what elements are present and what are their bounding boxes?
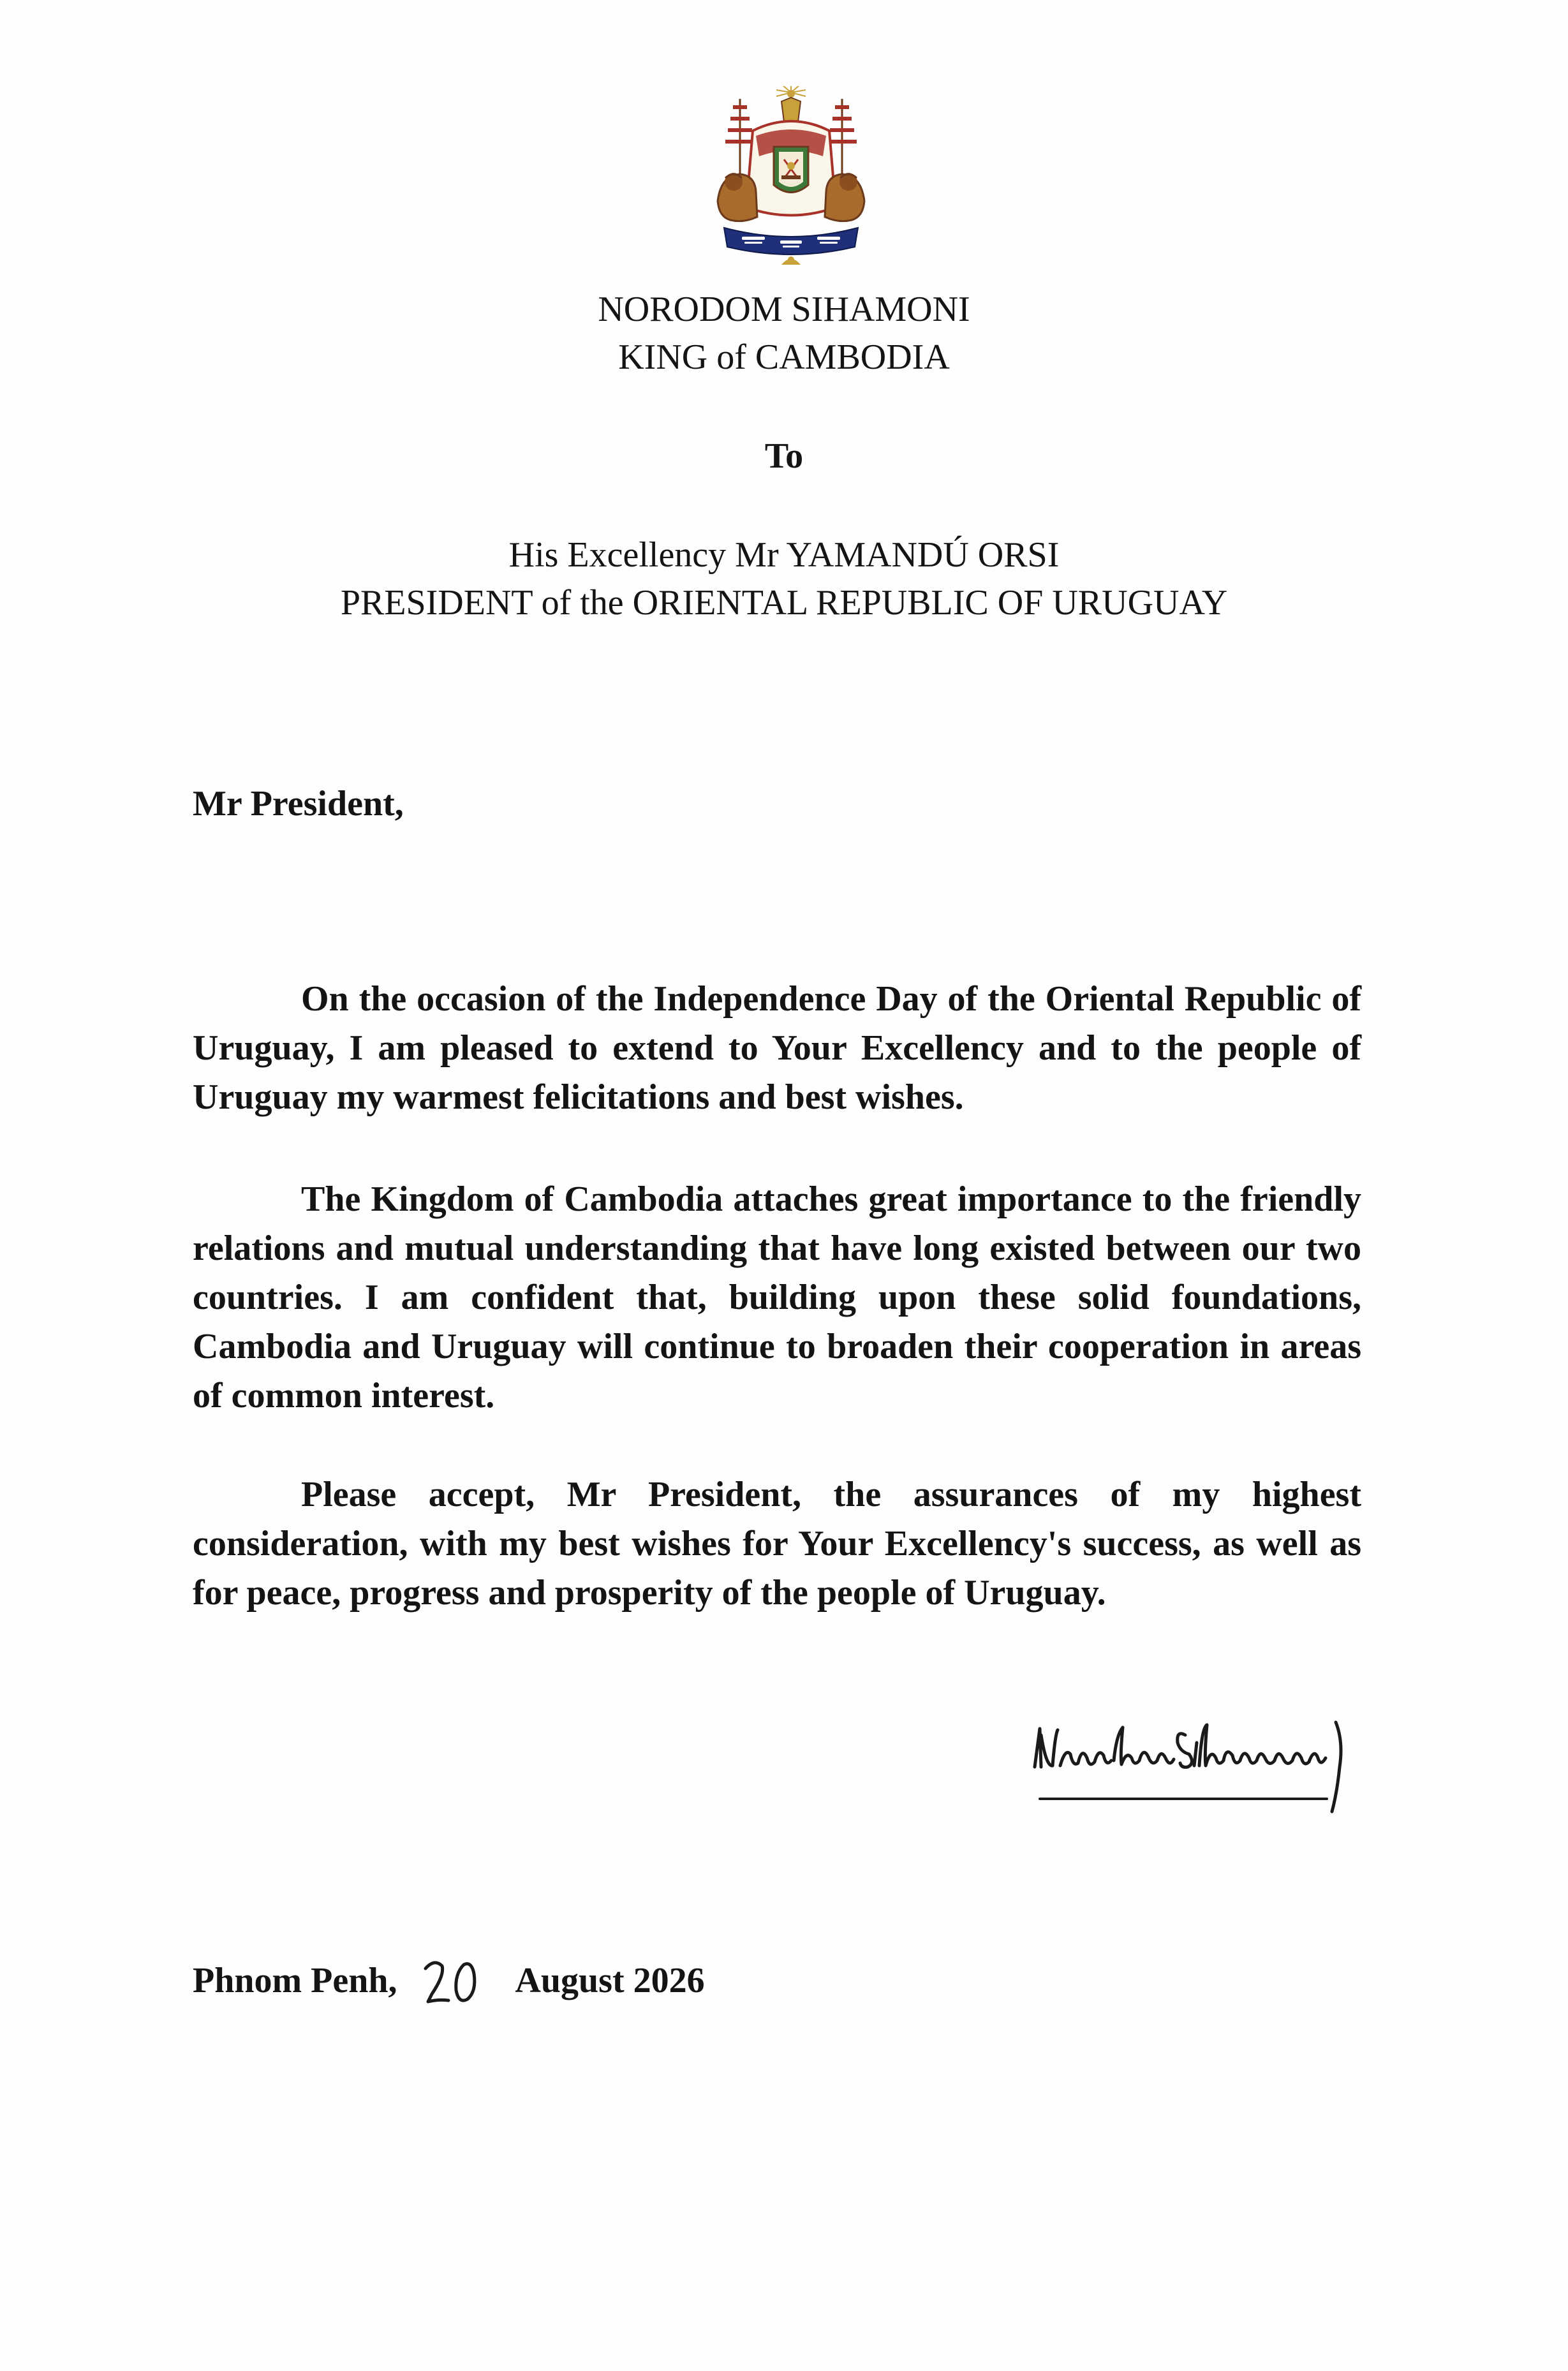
month-year: August 2026: [515, 1961, 705, 2000]
body-paragraph: The Kingdom of Cambodia attaches great importance to the friendly relations and mutual understanding that have long existed between our two countries. I am confident that, building upon these solid foundations, Cambodia and Uruguay will continue to broaden their cooperation in areas of common interest.: [193, 1179, 1361, 1415]
sender-title: KING of CAMBODIA: [618, 337, 950, 377]
body-paragraph: On the occasion of the Independence Day of the Oriental Republic of Uruguay, I am pleased to extend to Your Excellency and to the people of Uruguay my warmest felicitations and best wishes.: [193, 979, 1361, 1117]
to-label: To: [764, 436, 804, 476]
body-paragraph: Please accept, Mr President, the assurances of my highest consideration, with my best wishes for Your Excellency's success, as well as for peace, progress and prosperity of the people of Uruguay.: [193, 1475, 1361, 1613]
place-and-date: [193, 1958, 705, 2009]
handwritten-signature-icon: [1021, 1697, 1403, 1831]
place: Phnom Penh,: [193, 1961, 397, 2000]
sender-name: NORODOM SIHAMONI: [598, 290, 970, 329]
recipient-name: His Excellency Mr YAMANDÚ ORSI: [508, 535, 1060, 575]
royal-arms-of-cambodia-icon: [705, 86, 877, 271]
salutation: Mr President,: [193, 784, 404, 824]
handwritten-day: [419, 1954, 496, 2005]
recipient-title: PRESIDENT of the ORIENTAL REPUBLIC OF URUGUAY: [340, 583, 1228, 623]
